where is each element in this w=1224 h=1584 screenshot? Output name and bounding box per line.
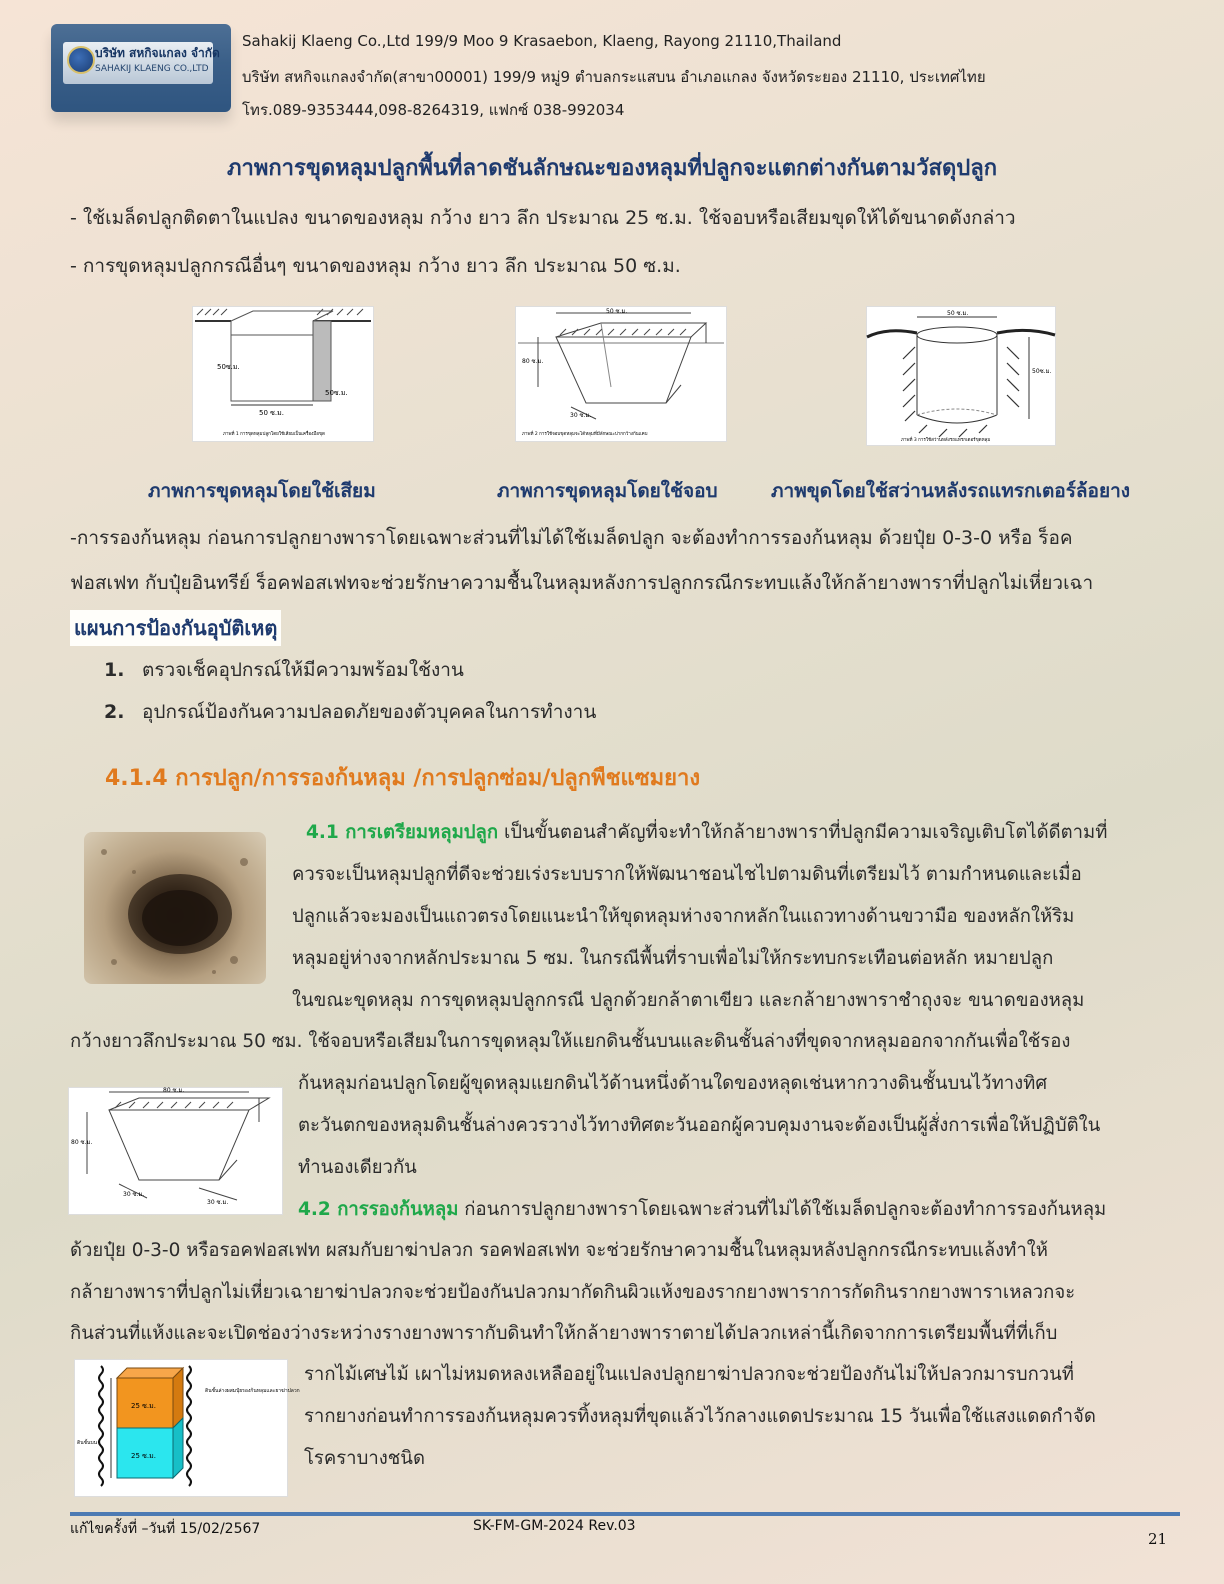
- box-fig-bottom-label: 25 ซ.ม.: [131, 1452, 156, 1460]
- p41-line-1: [292, 812, 1178, 854]
- figure-layered-hole: [74, 1359, 300, 1497]
- p42-line-6: รากยางก่อนทำการรองก้นหลุมควรทิ้งหลุมที่ขุดแล้วไว้กลางแดดประมาณ 15 วันเพื่อใช้แสงแดดกำจัด: [304, 1406, 1096, 1427]
- p42-line-5: รากไม้เศษไม้ เผาไม่หมดหลงเหลืออยู่ในแปลงปลูกยาฆ่าปลวกจะช่วยป้องกันไม่ให้ปลวกมารบกวนที่: [304, 1364, 1074, 1385]
- p41-line-2: ควรจะเป็นหลุมปลูกที่ดีจะช่วยเร่งระบบรากให้พัฒนาชอนไชไปตามดินที่เตรียมไว้ ตามกำหนดและเมื่อ: [292, 864, 1082, 885]
- base-prep-line-1: -การรองก้นหลุม ก่อนการปลูกยางพาราโดยเฉพาะส่วนที่ไม่ได้ใช้เมล็ดปลูก จะต้องทำการรองก้นหลุม ด้วยปุ๋ย 0-3-0 หรือ ร็อค: [70, 527, 1073, 549]
- intro-line-1: - ใช้เมล็ดปลูกติดตาในแปลง ขนาดของหลุม กว้าง ยาว ลึก ประมาณ 25 ซ.ม. ใช้จอบหรือเสียมขุดให้ได้ขนาดดังกล่าว: [70, 207, 1016, 229]
- plan-item: [104, 697, 596, 727]
- small-fig-label-bottom-left: 30 ซ.ม.: [123, 1191, 145, 1198]
- emblem-icon: [67, 46, 95, 74]
- header-address-en: Sahakij Klaeng Co.,Ltd 199/9 Moo 9 Krasaebon, Klaeng, Rayong 21110,Thailand: [242, 32, 842, 50]
- fig2-inner-caption: ภาพที่ 2 การใช้จอบขุดหลุมจะได้หลุมที่มีลักษณะปากกว้างก้นแคบ: [522, 432, 648, 437]
- p41-line-7: ก้นหลุมก่อนปลูกโดยผู้ขุดหลุมแยกดินไว้ด้านหนึ่งด้านใดของหลุดเช่นหากวางดินชั้นบนไว้ทางทิศ: [298, 1073, 1048, 1094]
- p41-line-4: หลุมอยู่ห่างจากหลักประมาณ 5 ซม. ในกรณีพื้นที่ราบเพื่อไม่ให้กระทบกระเทือนต่อหลัก หมายปลูก: [292, 948, 1054, 969]
- p41-line-8: ตะวันตกของหลุมดินชั้นล่างควรวางไว้ทางทิศตะวันออกผู้ควบคุมงานจะต้องเป็นผู้สั่งการเพื่อให้ปฏิบัติใน: [298, 1115, 1101, 1136]
- plan-item: [104, 655, 464, 685]
- caption-auger: ภาพขุดโดยใช้สว่านหลังรถแทรกเตอร์ล้อยาง: [771, 480, 1131, 502]
- p41-line-6: กว้างยาวลึกประมาณ 50 ซม. ใช้จอบหรือเสียมในการขุดหลุมให้แยกดินชั้นบนและดินชั้นล่างที่ขุดจากหลุมออกจากกันเพื่อใช้รอง: [70, 1031, 1071, 1052]
- plan-heading: แผนการป้องกันอุบัติเหตุ: [70, 610, 281, 646]
- fig2-label-bottom: 30 ซ.ม.: [570, 412, 592, 419]
- p42-line-7: โรคราบางชนิด: [304, 1448, 425, 1469]
- plan-item-number: 1.: [104, 659, 125, 681]
- figure-hoe-hole: [515, 306, 727, 442]
- fig1-label-depth: 50ซ.ม.: [217, 363, 240, 371]
- fig2-label-depth: 80 ซ.ม.: [522, 358, 544, 365]
- p42-label: 4.2 การรองก้นหลุม: [298, 1199, 459, 1220]
- box-fig-top-label: 25 ซ.ม.: [131, 1402, 156, 1410]
- p42-line-2: ด้วยปุ๋ย 0-3-0 หรือรอคฟอสเฟท ผสมกับยาฆ่าปลวก รอคฟอสเฟท จะช่วยรักษาความชื้นในหลุมหลังปลูกกรณีกระทบแล้งทำให้: [70, 1240, 1048, 1261]
- plan-item-text: ตรวจเช็คอุปกรณ์ให้มีความพร้อมใช้งาน: [142, 659, 464, 681]
- small-fig-label-top: 80 ซ.ม.: [163, 1087, 185, 1094]
- logo-thai-name: บริษัท สหกิจแกลง จำกัด: [95, 46, 220, 60]
- footer-revision: แก้ไขครั้งที่ –วันที่ 15/02/2567: [70, 1521, 261, 1537]
- logo-eng-name: SAHAKIJ KLAENG CO.,LTD: [95, 64, 209, 74]
- plan-item-text: อุปกรณ์ป้องกันความปลอดภัยของตัวบุคคลในการทำงาน: [142, 701, 597, 723]
- p41-line-5: ในขณะขุดหลุม การขุดหลุมปลูกกรณี ปลูกด้วยกล้าตาเขียว และกล้ายางพาราชำถุงจะ ขนาดของหลุม: [292, 990, 1085, 1011]
- fig1-label-length: 50ซ.ม.: [325, 389, 348, 397]
- fig3-inner-caption: ภาพที่ 3 การใช้สว่านหลังรถแทรกเตอร์ขุดหลุม: [901, 438, 991, 443]
- plan-item-number: 2.: [104, 701, 125, 723]
- fig1-inner-caption: ภาพที่ 1 การขุดหลุมปลูกโดยใช้เสียมเป็นเครื่องมือขุด: [223, 432, 325, 437]
- p41-line-9: ทำนองเดียวกัน: [298, 1157, 417, 1178]
- p41-line-3: ปลูกแล้วจะมองเป็นแถวตรงโดยแนะนำให้ขุดหลุมห่างจากหลักในแถวทางด้านขวามือ ของหลักให้ริม: [292, 906, 1075, 927]
- logo-sign: [63, 42, 220, 84]
- footer-divider: [70, 1512, 1180, 1516]
- fig2-label-top: 50 ซ.ม.: [606, 308, 628, 315]
- p41-text: เป็นขั้นตอนสำคัญที่จะทำให้กล้ายางพาราที่ปลูกมีความเจริญเติบโตได้ดีตามที่: [498, 822, 1108, 843]
- section-heading: 4.1.4 การปลูก/การรองก้นหลุม /การปลูกซ่อม/ปลูกพืชแซมยาง: [105, 766, 701, 791]
- small-fig-label-depth: 80 ซ.ม.: [71, 1139, 93, 1146]
- footer-doc-code: SK-FM-GM-2024 Rev.03: [473, 1518, 636, 1534]
- photo-dug-hole: [84, 832, 266, 984]
- p41-label: 4.1 การเตรียมหลุมปลูก: [306, 822, 499, 843]
- p42-line-1: [298, 1189, 1178, 1231]
- caption-spade: ภาพการขุดหลุมโดยใช้เสียม: [148, 480, 376, 502]
- figure-hole-diagram: [68, 1087, 283, 1215]
- header-address-th: บริษัท สหกิจแกลงจำกัด(สาขา00001) 199/9 หมู่9 ตำบลกระแสบน อำเภอแกลง จังหวัดระยอง 21110, ประเทศไทย: [242, 68, 986, 86]
- page-number: 21: [1148, 1530, 1168, 1548]
- box-fig-note-top: ดินชั้นล่างผสมปุ๋ยรองก้นหลุมและยาฆ่าปลวก: [205, 1388, 300, 1394]
- p42-line-4: กินส่วนที่แห้งและจะเปิดช่องว่างระหว่างรางยางพารากับดินทำให้กล้ายางพาราตายได้ปลวกเหล่านี้เกิดจากการเตรียมพื้นที่ที่เก็บ: [70, 1323, 1058, 1344]
- p42-text: ก่อนการปลูกยางพาราโดยเฉพาะส่วนที่ไม่ได้ใช้เมล็ดปลูกจะต้องทำการรองก้นหลุม: [458, 1199, 1107, 1220]
- small-fig-label-bottom-right: 30 ซ.ม.: [207, 1199, 229, 1206]
- header-contact: โทร.089-9353444,098-8264319, แฟกซ์ 038-992034: [242, 101, 625, 119]
- fig1-label-width: 50 ซ.ม.: [259, 409, 284, 417]
- page-title: ภาพการขุดหลุมปลูกพื้นที่ลาดชันลักษณะของหลุมที่ปลูกจะแตกต่างกันตามวัสดุปลูก: [226, 156, 998, 181]
- caption-hoe: ภาพการขุดหลุมโดยใช้จอบ: [497, 480, 718, 502]
- figure-spade-hole: [192, 306, 374, 442]
- figure-auger-hole: [866, 306, 1056, 446]
- p42-line-3: กล้ายางพาราที่ปลูกไม่เหี่ยวเฉายาฆ่าปลวกจะช่วยป้องกันปลวกมากัดกินผิวแห้งของรากยางพาราการกัดกินรากยางพาราเหลวกจะ: [70, 1282, 1076, 1303]
- fig3-label-diameter: 50 ซ.ม.: [947, 310, 969, 317]
- box-fig-note-side: ดินชั้นบน: [77, 1440, 98, 1446]
- fig3-label-depth: 50ซ.ม.: [1032, 368, 1052, 375]
- intro-line-2: - การขุดหลุมปลูกกรณีอื่นๆ ขนาดของหลุม กว้าง ยาว ลึก ประมาณ 50 ซ.ม.: [70, 255, 681, 277]
- base-prep-line-2: ฟอสเฟท กับปุ๋ยอินทรีย์ ร็อคฟอสเฟทจะช่วยรักษาความชื้นในหลุมหลังการปลูกกรณีกระทบแล้งให้กล้ายางพาราที่ปลูกไม่เหี่ยวเฉา: [70, 572, 1094, 594]
- company-logo: [51, 24, 231, 112]
